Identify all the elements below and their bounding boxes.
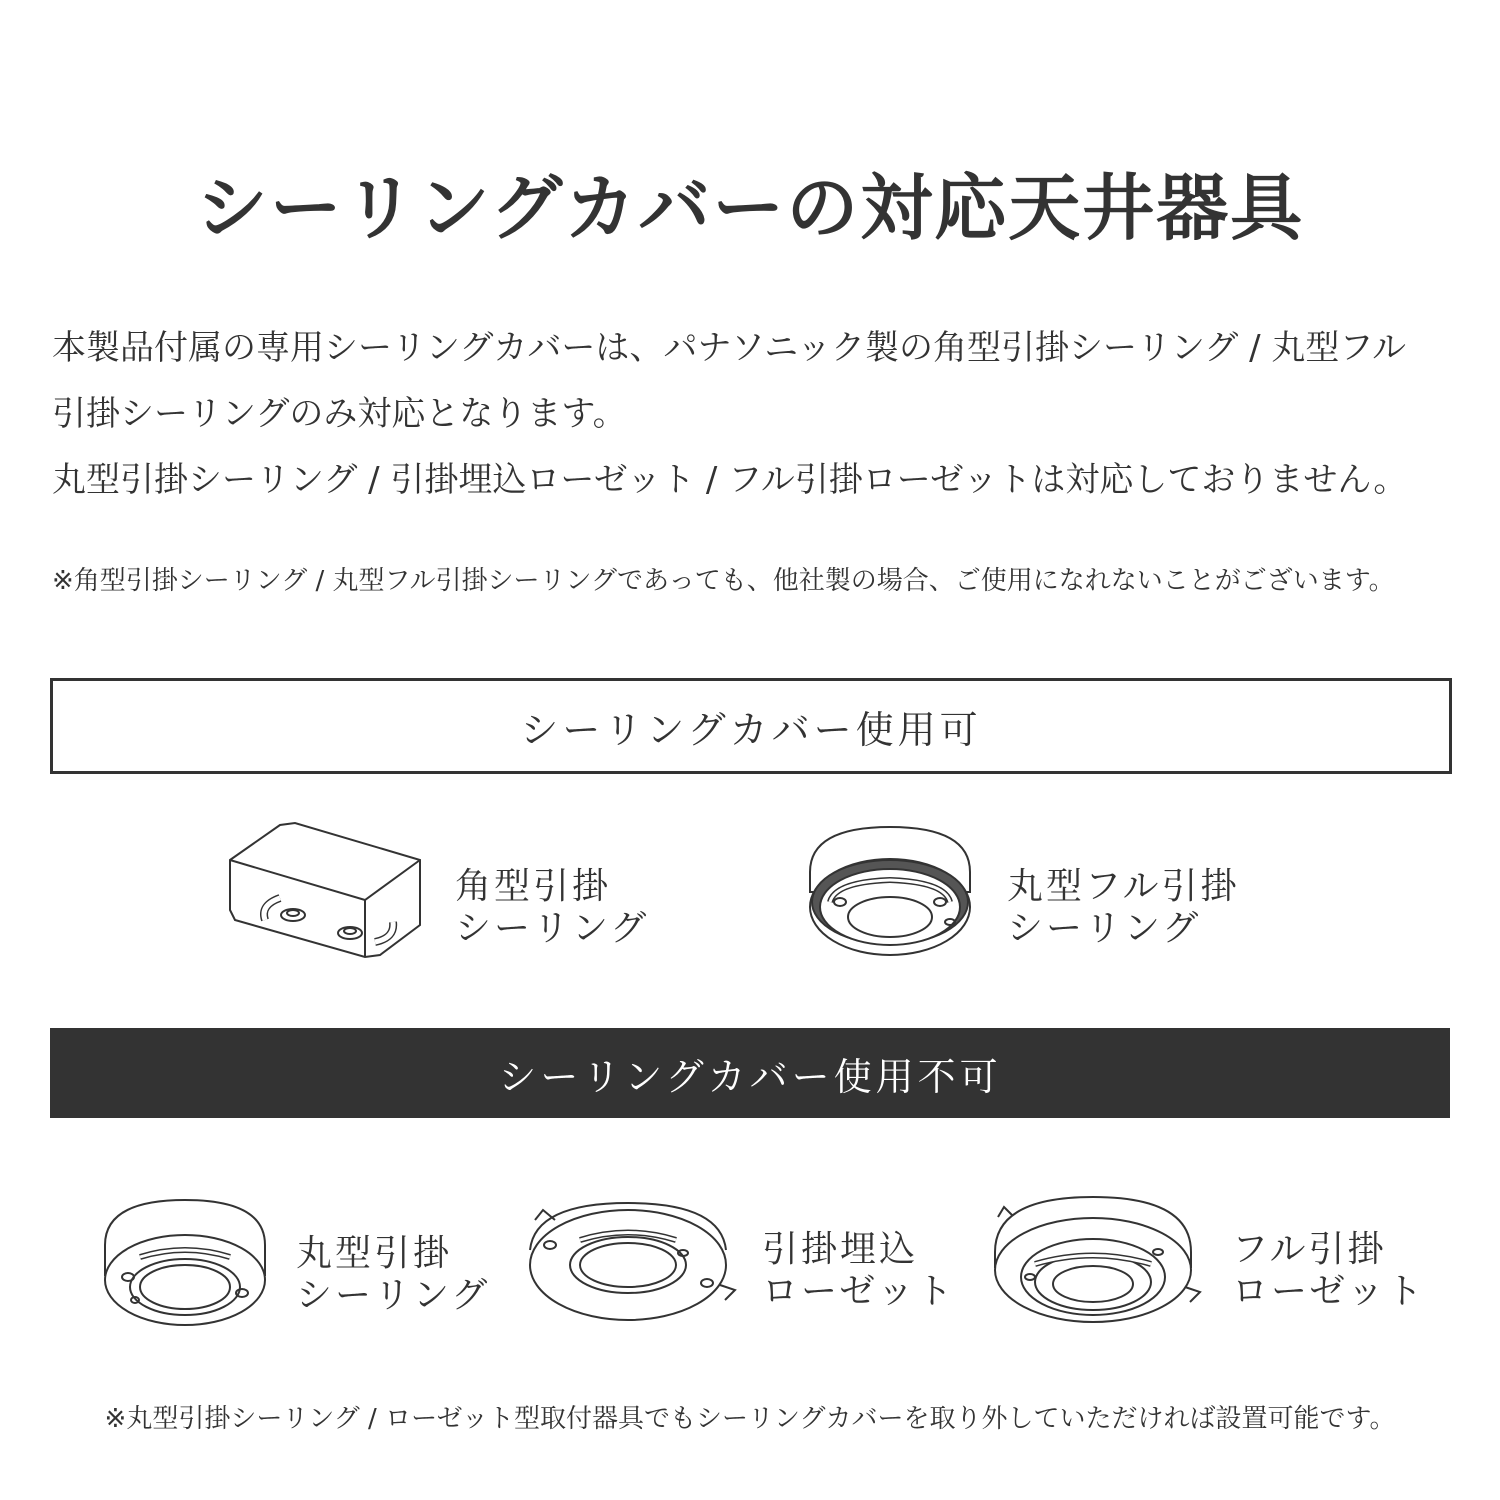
embedded-rosette-icon (525, 1195, 740, 1325)
page-title: シーリングカバーの対応天井器具 (195, 166, 1305, 250)
supported-item-round-full-hook-ceiling (1007, 866, 1240, 950)
item-label-line2: シーリング (296, 1275, 491, 1316)
description-line: 引掛シーリングのみ対応となります。 (52, 394, 627, 434)
item-label-line1: 丸型引掛 (296, 1233, 453, 1274)
item-label-line1: フル引掛 (1232, 1229, 1387, 1270)
round-full-hook-ceiling-icon (805, 822, 975, 962)
unsupported-header: シーリングカバー使用不可 (50, 1028, 1450, 1118)
full-hook-rosette-icon (990, 1192, 1205, 1332)
description (52, 315, 1452, 513)
description-line: 本製品付属の専用シーリングカバーは、パナソニック製の角型引掛シーリング / 丸型フル (52, 328, 1406, 368)
unsupported-item-full-hook-rosette (1232, 1229, 1426, 1313)
item-label-line1: 引掛埋込 (762, 1229, 919, 1270)
unsupported-item-round-hook-ceiling (296, 1233, 490, 1317)
unsupported-item-embedded-rosette (762, 1229, 956, 1313)
description-line: 丸型引掛シーリング / 引掛埋込ローゼット / フル引掛ローゼットは対応しておりません。 (52, 460, 1408, 500)
item-label-line2: ローゼット (762, 1271, 956, 1312)
supported-header: シーリングカバー使用可 (50, 678, 1452, 774)
note-top: ※角型引掛シーリング / 丸型フル引掛シーリングであっても、他社製の場合、ご使用になれないことがございます。 (52, 566, 1395, 596)
item-label-line2: シーリング (1007, 908, 1202, 949)
note-bottom: ※丸型引掛シーリング / ローゼット型取付器具でもシーリングカバーを取り外していただければ設置可能です。 (104, 1404, 1396, 1434)
square-hook-ceiling-icon (225, 820, 425, 960)
supported-item-square-hook-ceiling (455, 866, 649, 950)
item-label-line1: 角型引掛 (455, 866, 612, 907)
item-label-line1: 丸型フル引掛 (1007, 866, 1240, 907)
round-hook-ceiling-icon (100, 1195, 270, 1330)
item-label-line2: シーリング (455, 908, 650, 949)
item-label-line2: ローゼット (1232, 1271, 1426, 1312)
